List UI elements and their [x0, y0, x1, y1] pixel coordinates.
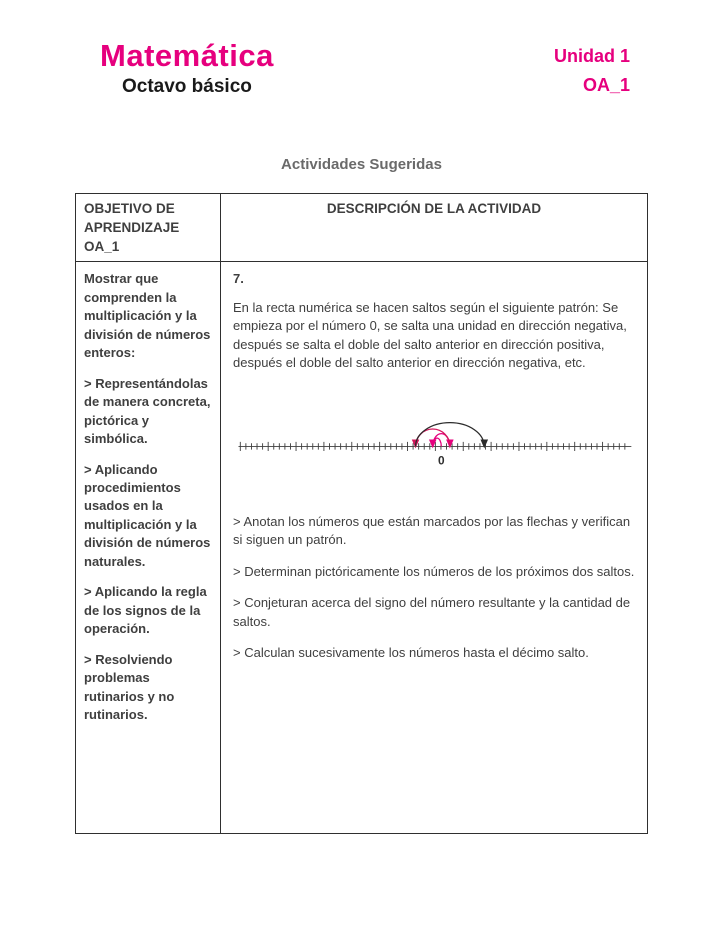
objective-cell — [76, 262, 221, 834]
number-line-svg — [233, 401, 635, 479]
table-header-row — [76, 194, 648, 262]
document-header — [75, 38, 648, 98]
objective-item: > Aplicando la regla de los signos de la operación. — [84, 584, 207, 637]
doc-subtitle: Octavo básico — [121, 76, 252, 97]
objective-item: > Representándolas de manera concreta, pictórica y simbólica. — [84, 375, 211, 447]
activity-cell — [221, 262, 648, 834]
activity-number: 7. — [233, 271, 244, 287]
objective-column-header: OBJETIVO DE APRENDIZAJE OA_1 — [76, 194, 221, 262]
activities-table — [75, 193, 648, 834]
number-line-ticks — [238, 442, 631, 451]
objective-item: > Resolviendo problemas rutinarios y no rutinarios. — [84, 651, 175, 722]
activity-description: En la recta numérica se hacen saltos según el siguiente patrón: Se empieza por el número 0, se salta una unidad en dirección negativa, después se salta el doble del salto anterior en dirección positiva, después el doble del salto anterior en dirección negativa, etc. — [233, 299, 627, 371]
section-title: Actividades Sugeridas — [281, 156, 442, 173]
activity-bullet: > Conjeturan acerca del signo del número resultante y la cantidad de saltos. — [233, 595, 631, 629]
number-line-diagram — [233, 401, 635, 479]
header-left-block — [100, 38, 274, 98]
header-right-block — [554, 38, 630, 96]
activity-bullet: > Calculan sucesivamente los números hasta el décimo salto. — [233, 645, 589, 660]
doc-title: Matemática — [100, 38, 274, 73]
objective-intro: Mostrar que comprenden la multiplicación y la división de números enteros: — [84, 271, 211, 361]
activity-bullet: > Anotan los números que están marcados por las flechas y verifican si siguen un patrón. — [233, 513, 631, 548]
table-body-row — [76, 262, 648, 834]
activity-column-header: DESCRIPCIÓN DE LA ACTIVIDAD — [221, 194, 648, 262]
objective-item: > Aplicando procedimientos usados en la multiplicación y la división de números naturales. — [84, 461, 211, 569]
oa-label: OA_1 — [582, 75, 630, 95]
activity-bullets — [233, 513, 635, 663]
activity-bullet: > Determinan pictóricamente los números de los próximos dos saltos. — [233, 563, 635, 579]
unit-label: Unidad 1 — [553, 46, 630, 66]
zero-label: 0 — [438, 453, 445, 468]
